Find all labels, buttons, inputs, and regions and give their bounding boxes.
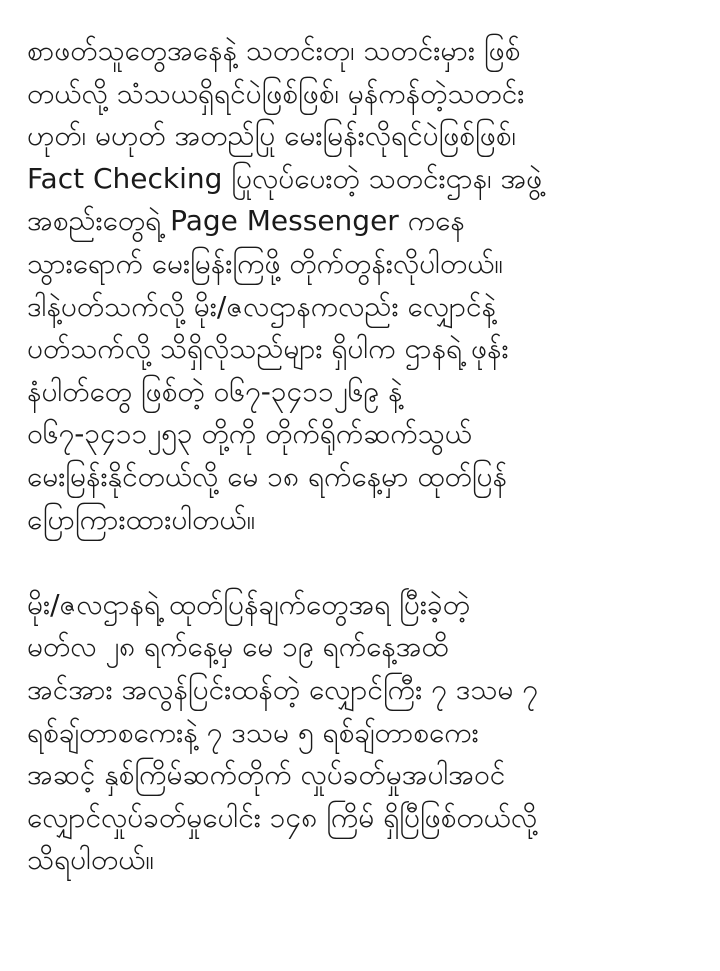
text-line: ပြောကြားထားပါတယ်။ bbox=[27, 502, 256, 536]
text-line: မေးမြန်းနိုင်တယ်လို့ မေ ၁၈ ရက်နေ့မှာ ထုတ်ပြန် bbox=[27, 459, 508, 493]
text-line: ပတ်သက်လို့ သိရှိလိုသည်များ ရှိပါက ဌာနရဲ့ ဖုန်း bbox=[27, 332, 509, 366]
text-line: နံပါတ်တွေ ဖြစ်တဲ့ ၀၆၇-၃၄၁၁၂၆၉ နဲ့ bbox=[27, 374, 403, 408]
paragraph-1 bbox=[27, 30, 697, 541]
text-line: Fact Checking ပြုလုပ်ပေးတဲ့ သတင်းဌာန၊ အဖွဲ့ bbox=[27, 161, 543, 195]
text-line: မတ်လ ၂၈ ရက်နေ့မှ မေ ၁၉ ရက်နေ့အထိ bbox=[27, 630, 449, 664]
text-line: ဒါနဲ့ပတ်သက်လို့ မိုး/ဇလဌာနကလည်း လျှောင်နဲ့ bbox=[27, 289, 496, 323]
text-line: အစည်းတွေရဲ့ Page Messenger ကနေ bbox=[27, 204, 465, 238]
text-line: သွားရောက် မေးမြန်းကြဖို့ တိုက်တွန်းလိုပါတယ်။ bbox=[27, 246, 503, 280]
paragraph-gap bbox=[27, 541, 697, 584]
paragraph-2 bbox=[27, 584, 697, 882]
text-line: လျှောင်လှုပ်ခတ်မှုပေါင်း ၁၄၈ ကြိမ် ရှိပြီဖြစ်တယ်လို့ bbox=[27, 800, 538, 834]
text-line: အဆင့် နှစ်ကြိမ်ဆက်တိုက် လှုပ်ခတ်မှုအပါအဝင် bbox=[27, 758, 506, 792]
text-line: ဟုတ်၊ မဟုတ် အတည်ပြု မေးမြန်းလိုရင်ပဲဖြစ်ဖြစ်၊ bbox=[27, 119, 516, 153]
text-line: အင်အား အလွန်ပြင်းထန်တဲ့ လျှောင်ကြီး ၇ ဒသမ ၇ bbox=[27, 672, 539, 706]
article-body bbox=[27, 30, 697, 882]
text-line: ၀၆၇-၃၄၁၁၂၅၃ တို့ကို တိုက်ရိုက်ဆက်သွယ် bbox=[27, 417, 472, 451]
text-line: စာဖတ်သူတွေအနေနဲ့ သတင်းတု၊ သတင်းမှား ဖြစ် bbox=[27, 34, 521, 67]
text-line: ရစ်ချ်တာစကေးနဲ့ ၇ ဒသမ ၅ ရစ်ချ်တာစကေး bbox=[27, 715, 479, 749]
text-line: သိရပါတယ်။ bbox=[27, 843, 154, 877]
text-line: မိုး/ဇလဌာနရဲ့ ထုတ်ပြန်ချက်တွေအရ ပြီးခဲ့တဲ့ bbox=[27, 587, 470, 621]
text-line: တယ်လို့ သံသယရှိရင်ပဲဖြစ်ဖြစ်၊ မှန်ကန်တဲ့သတင်း bbox=[27, 76, 525, 110]
